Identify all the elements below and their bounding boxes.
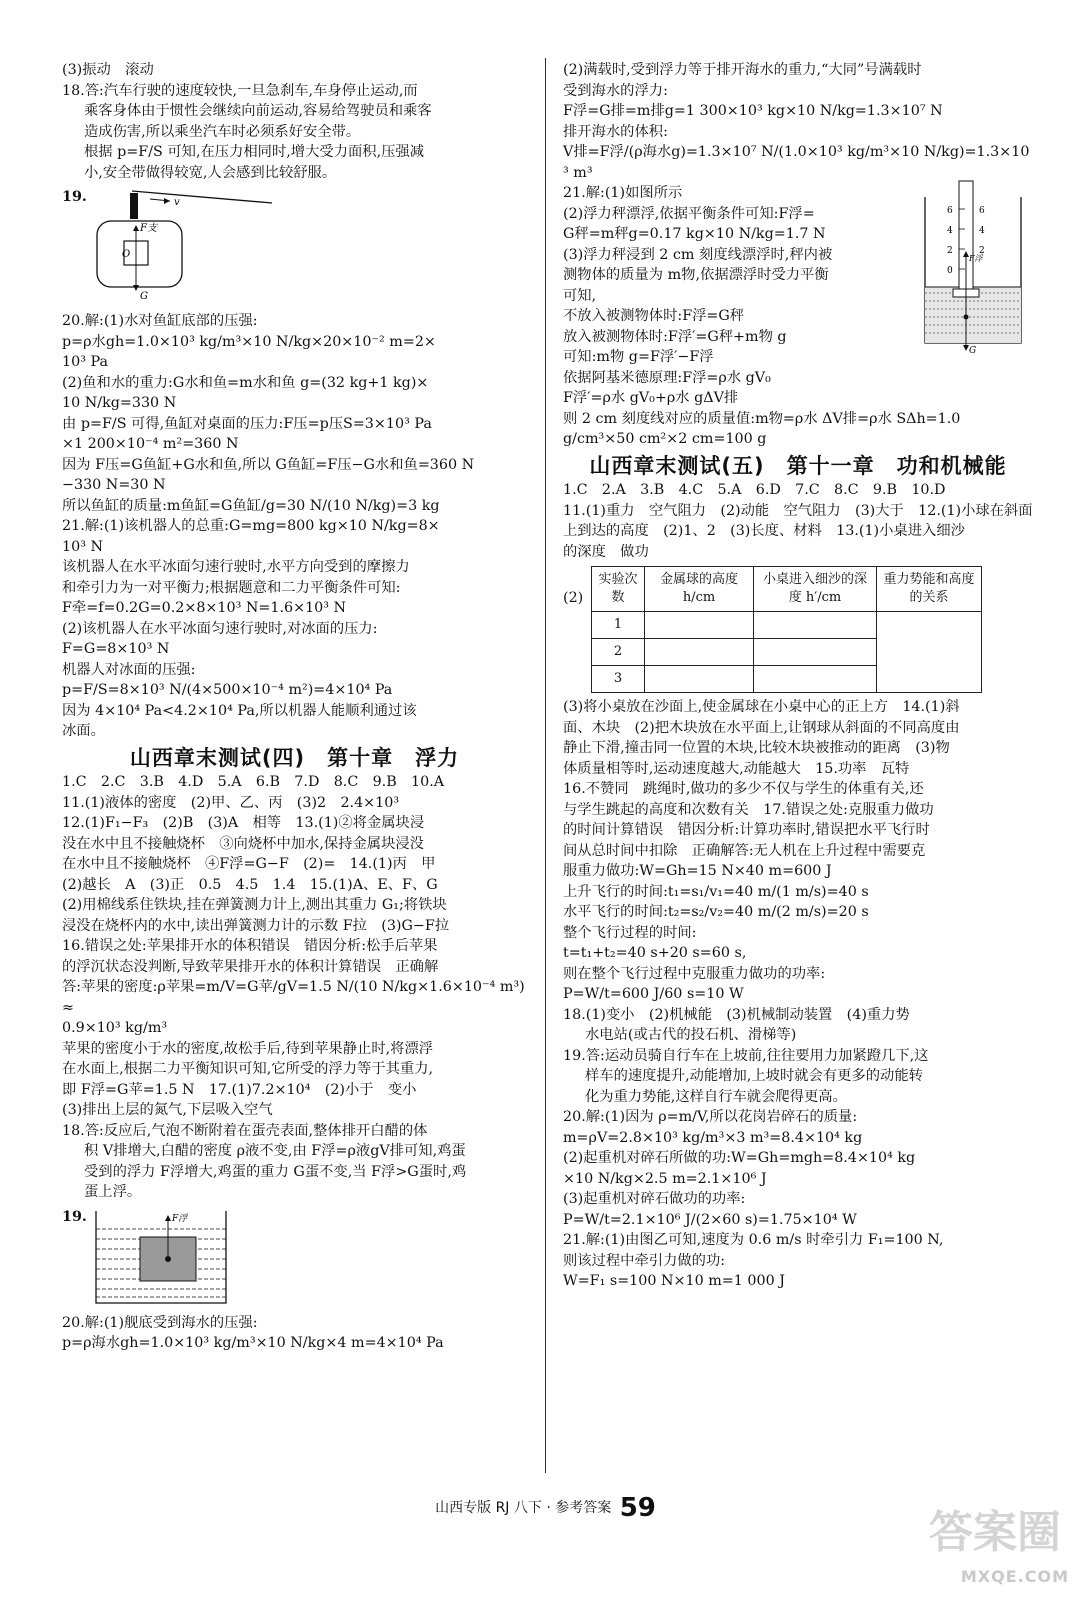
text-line: 21.解:(1)由图乙可知,速度为 0.6 m/s 时牵引力 F₁=100 N,: [563, 1232, 944, 1248]
text-line: 则在整个飞行过程中克服重力做功的功率:: [563, 965, 826, 982]
table-cell: 3: [592, 666, 645, 693]
text-line: 19.答:运动员骑自行车在上坡前,往往要用力加紧蹬几下,这: [563, 1047, 929, 1064]
figure-19-car: [62, 187, 527, 305]
text-line: 因为 F压=G鱼缸+G水和鱼,所以 G鱼缸=F压−G水和鱼=360 N: [62, 456, 475, 473]
text-line: 因为 4×10⁴ Pa<4.2×10⁴ Pa,所以机器人能顺利通过该: [62, 702, 417, 719]
right-column: [563, 60, 1033, 1292]
figure-label: 19.: [62, 1208, 87, 1225]
section-heading-chapter-10: 山西章末测试(四) 第十章 浮力: [129, 745, 460, 770]
text-line: 乘客身体由于惯性会继续向前运动,容易给驾驶员和乘客: [84, 103, 432, 119]
text-line: 上到达的高度 (2)1、2 (3)长度、材料 13.(1)小桌进入细沙: [563, 523, 965, 539]
table-header: 实验次数: [592, 567, 645, 612]
table-cell: [645, 612, 754, 639]
text-line: 在水面上,根据二力平衡知识可知,它所受的浮力等于其重力,: [62, 1061, 434, 1077]
text-line: 积 V排增大,白醋的密度 ρ液不变,由 F浮=ρ液gV排可知,鸡蛋: [84, 1143, 466, 1159]
text-line: (3)排出上层的氮气,下层吸入空气: [62, 1102, 273, 1118]
text-line: 18.答:汽车行驶的速度较快,一旦急刹车,车身停止运动,而: [62, 82, 418, 99]
page-number: 59: [619, 1493, 656, 1523]
text-line: 可知:m物 g=F浮′−F浮: [563, 349, 714, 365]
text-line: 11.(1)液体的密度 (2)甲、乙、丙 (3)2 2.4×10³: [62, 794, 400, 811]
table-cell: [877, 612, 982, 693]
text-line: (3)将小桌放在沙面上,使金属球在小桌中心的正上方 14.(1)斜: [563, 699, 960, 715]
left-block-3: [62, 772, 527, 1203]
text-line: 冰面。: [62, 723, 105, 739]
figure-label: 19.: [62, 189, 87, 205]
text-line: 的时间计算错误 错因分析:计算功率时,错误把水平飞行时: [563, 822, 930, 838]
text-line: 与学生跳起的高度和次数有关 17.错误之处:克服重力做功: [563, 801, 934, 818]
text-line: −330 N=30 N: [62, 477, 166, 493]
text-line: 静止下滑,撞击同一位置的木块,比较木块被推动的距离 (3)物: [563, 740, 950, 756]
text-line: p=F/S=8×10³ N/(4×500×10⁻⁴ m²)=4×10⁴ Pa: [62, 682, 393, 698]
text-line: 水平飞行的时间:t₂=s₂/v₂=40 m/(2 m/s)=20 s: [563, 904, 869, 920]
svg-text:2: 2: [979, 246, 985, 256]
text-line: 21.解:(1)如图所示: [563, 185, 683, 201]
right-block-3: [563, 697, 1033, 1292]
table-cell: 2: [592, 639, 645, 666]
text-line: (2)起重机对碎石所做的功:W=Gh=mgh=8.4×10⁴ kg: [563, 1150, 916, 1166]
svg-text:6: 6: [979, 206, 985, 216]
text-line: 排开海水的体积:: [563, 123, 668, 140]
table-cell: 1: [592, 612, 645, 639]
text-line: (2)满载时,受到浮力等于排开海水的重力,“大同”号满载时: [563, 62, 922, 78]
table-header: 小桌进入细沙的深度 h′/cm: [754, 567, 877, 612]
text-line: 依据阿基米德原理:F浮=ρ水 gV₀: [563, 369, 771, 386]
text-line: 1.C 2.A 3.B 4.C 5.A 6.D 7.C 8.C 9.B 10.D: [563, 482, 946, 498]
velocity-label: v: [174, 197, 180, 208]
text-line: m=ρV=2.8×10³ kg/m³×3 m³=8.4×10⁴ kg: [563, 1129, 863, 1146]
figure-19-beaker: [62, 1207, 527, 1307]
text-line: 答:苹果的密度:ρ苹果=m/V=G苹/gV=1.5 N/(10 N/kg×1.6×10⁻⁴ m³)≈: [62, 979, 525, 1016]
table-row: [592, 612, 982, 639]
svg-text:F支: F支: [140, 223, 157, 234]
table-header: 金属球的高度 h/cm: [645, 567, 754, 612]
text-line: (2)浮力秤漂浮,依据平衡条件可知:F浮=: [563, 205, 815, 222]
table-header: 重力势能和高度的关系: [877, 567, 982, 612]
svg-text:4: 4: [947, 226, 953, 236]
svg-text:F浮: F浮: [172, 1213, 188, 1224]
text-line: 不放入被测物体时:F浮=G秤: [563, 308, 745, 324]
svg-text:2: 2: [947, 246, 953, 256]
text-line: 蛋上浮。: [84, 1184, 142, 1200]
left-block-4: [62, 1313, 527, 1354]
text-line: 水电站(或古代的投石机、滑梯等): [585, 1027, 797, 1043]
text-line: 则该过程中牵引力做的功:: [563, 1252, 726, 1269]
text-line: 受到海水的浮力:: [563, 82, 668, 99]
buoyancy-scale-diagram: [917, 177, 1029, 355]
text-line: 受到的浮力 F浮增大,鸡蛋的重力 G蛋不变,当 F浮>G蛋时,鸡: [84, 1163, 467, 1180]
text-line: (2)越长 A (3)正 0.5 4.5 1.4 15.(1)A、E、F、G: [62, 876, 438, 893]
text-line: F浮′=ρ水 gV₀+ρ水 gΔV排: [563, 390, 739, 406]
svg-text:4: 4: [979, 226, 985, 236]
text-line: 20.解:(1)因为 ρ=m/V,所以花岗岩碎石的质量:: [563, 1109, 858, 1125]
text-line: 0.9×10³ kg/m³: [62, 1020, 168, 1036]
text-line: P=W/t=2.1×10⁶ J/(2×60 s)=1.75×10⁴ W: [563, 1211, 857, 1228]
text-line: V排=F浮/(ρ海水g)=1.3×10⁷ N/(1.0×10³ kg/m³×10 N/kg)=1.3×10³ m³: [563, 144, 1030, 181]
experiment-table: [591, 566, 982, 693]
car-force-diagram: [62, 187, 302, 305]
text-line: 根据 p=F/S 可知,在压力相同时,增大受力面积,压强减: [84, 144, 425, 160]
right-block-1: [563, 60, 1033, 183]
text-line: 所以鱼缸的质量:m鱼缸=G鱼缸/g=30 N/(10 N/kg)=3 kg: [62, 497, 440, 514]
text-line: 11.(1)重力 空气阻力 (2)动能 空气阻力 (3)大于 12.(1)小球在斜面: [563, 502, 1033, 519]
text-line: 机器人对冰面的压强:: [62, 661, 196, 678]
text-line: 小,安全带做得较宽,人会感到比较舒服。: [84, 164, 337, 181]
text-line: 20.解:(1)水对鱼缸底部的压强:: [62, 313, 258, 329]
text-line: G秤=m秤g=0.17 kg×10 N/kg=1.7 N: [563, 226, 826, 242]
text-line: p=ρ海水gh=1.0×10³ kg/m³×10 N/kg×4 m=4×10⁴ Pa: [62, 1335, 444, 1351]
text-line: 21.解:(1)该机器人的总重:G=mg=800 kg×10 N/kg=8×: [62, 518, 440, 534]
footer-text: 山西专版 RJ 八下 · 参考答案: [435, 1500, 612, 1516]
text-line: 10³ N: [62, 538, 103, 555]
text-line: 的浮沉状态没判断,导致苹果排开水的体积计算错误 正确解: [62, 958, 439, 975]
text-line: 1.C 2.C 3.B 4.D 5.A 6.B 7.D 8.C 9.B 10.A: [62, 774, 445, 790]
table-cell: [754, 639, 877, 666]
text-line: 苹果的密度小于水的密度,故松手后,待到苹果静止时,将漂浮: [62, 1040, 434, 1057]
text-line: 没在水中且不接触烧杯 ③向烧杯中加水,保持金属块浸没: [62, 835, 424, 852]
watermark-url: MXQE.COM: [960, 1567, 1069, 1586]
text-line: 体质量相等时,运动速度越大,动能越大 15.功率 瓦特: [563, 760, 910, 777]
column-divider: [545, 58, 546, 1473]
left-block-2: [62, 311, 527, 742]
buoyancy-diagram: [62, 1207, 302, 1307]
table-cell: [645, 666, 754, 693]
text-line: 和牵引力为一对平衡力;根据题意和二力平衡条件可知:: [62, 579, 401, 596]
text-line: (3)起重机对碎石做功的功率:: [563, 1191, 746, 1207]
text-line: 服重力做功:W=Gh=15 N×40 m=600 J: [563, 863, 832, 879]
table-cell: [754, 666, 877, 693]
svg-text:G: G: [969, 346, 977, 355]
figure-21-scale: [917, 177, 1029, 362]
watermark-logo: 答案圈: [929, 1507, 1061, 1558]
text-line: 面、木块 (2)把木块放在水平面上,让钢球从斜面的不同高度由: [563, 719, 960, 736]
text-line: t=t₁+t₂=40 s+20 s=60 s,: [563, 945, 747, 961]
text-line: 在水中且不接触烧杯 ④F浮=G−F (2)= 14.(1)丙 甲: [62, 856, 436, 872]
text-line: 即 F浮=G苹=1.5 N 17.(1)7.2×10⁴ (2)小于 变小: [62, 1081, 417, 1098]
text-line: 16.错误之处:苹果排开水的体积错误 错因分析:松手后苹果: [62, 938, 438, 954]
text-line: F=G=8×10³ N: [62, 641, 170, 657]
svg-text:0: 0: [947, 266, 953, 276]
text-line: ×10 N/kg×2.5 m=2.1×10⁶ J: [563, 1170, 767, 1187]
svg-text:F浮: F浮: [969, 254, 983, 263]
experiment-table-block: [563, 566, 1033, 693]
text-line: 造成伤害,所以乘坐汽车时必须系好安全带。: [84, 123, 361, 140]
text-line: 由 p=F/S 可得,鱼缸对桌面的压力:F压=p压S=3×10³ Pa: [62, 415, 432, 432]
text-line: 10 N/kg=330 N: [62, 395, 177, 411]
text-line: 20.解:(1)舰底受到海水的压强:: [62, 1314, 258, 1331]
right-block-2: [563, 480, 1033, 562]
question-21-block: [563, 183, 1033, 450]
left-column: [62, 60, 527, 1354]
text-line: 样车的速度提升,动能增加,上坡时就会有更多的动能转: [585, 1068, 923, 1084]
text-line: ×1 200×10⁻⁴ m²=360 N: [62, 436, 239, 452]
text-line: 18.答:反应后,气泡不断附着在蛋壳表面,整体排开白醋的体: [62, 1122, 428, 1139]
text-line: 18.(1)变小 (2)机械能 (3)机械制动装置 (4)重力势: [563, 1006, 910, 1023]
table-cell: [645, 639, 754, 666]
left-block-1: [62, 60, 527, 183]
text-line: W=F₁ s=100 N×10 m=1 000 J: [563, 1273, 785, 1289]
table-cell: [754, 612, 877, 639]
text-line: F牵=f=0.2G=0.2×8×10³ N=1.6×10³ N: [62, 600, 347, 616]
text-line: 则 2 cm 刻度线对应的质量值:m物=ρ水 ΔV排=ρ水 SΔh=1.0: [563, 410, 961, 427]
text-line: F浮=G排=m排g=1 300×10³ kg×10 N/kg=1.3×10⁷ N: [563, 103, 943, 119]
text-line: 整个飞行过程的时间:: [563, 924, 697, 941]
svg-text:O: O: [122, 249, 131, 260]
text-line: 上升飞行的时间:t₁=s₁/v₁=40 m/(1 m/s)=40 s: [563, 883, 869, 900]
text-line: p=ρ水gh=1.0×10³ kg/m³×10 N/kg×20×10⁻² m=2×: [62, 333, 436, 350]
page-footer: [0, 1493, 1091, 1523]
svg-text:G: G: [140, 291, 148, 302]
text-line: 化为重力势能,这样自行车就会爬得更高。: [585, 1088, 847, 1105]
text-line: 16.不赞同 跳绳时,做功的多少不仅与学生的体重有关,还: [563, 781, 924, 797]
text-line: 间从总时间中扣除 正确解答:无人机在上升过程中需要克: [563, 842, 926, 859]
section-heading-chapter-11: 山西章末测试(五) 第十一章 功和机械能: [589, 453, 1007, 478]
text-line: (2)鱼和水的重力:G水和鱼=m水和鱼 g=(32 kg+1 kg)×: [62, 374, 429, 391]
text-line: 可知,: [563, 287, 597, 304]
text-line: 放入被测物体时:F浮′=G秤+m物 g: [563, 328, 787, 345]
svg-text:6: 6: [947, 206, 953, 216]
text-line: (2)用棉线系住铁块,挂在弹簧测力计上,测出其重力 G₁;将铁块: [62, 897, 447, 913]
text-line: 10³ Pa: [62, 354, 108, 370]
text-line: 的深度 做功: [563, 543, 649, 560]
text-line: 12.(1)F₁−F₃ (2)B (3)A 相等 13.(1)②将金属块浸: [62, 815, 425, 831]
text-line: 该机器人在水平冰面匀速行驶时,水平方向受到的摩擦力: [62, 559, 410, 575]
text-line: g/cm³×50 cm²×2 cm=100 g: [563, 431, 767, 447]
text-line: (3)振动 滚动: [62, 62, 154, 78]
text-line: (2)该机器人在水平冰面匀速行驶时,对冰面的压力:: [62, 620, 378, 637]
text-line: P=W/t=600 J/60 s=10 W: [563, 986, 744, 1002]
text-line: (3)浮力秤浸到 2 cm 刻度线漂浮时,秤内被: [563, 246, 833, 263]
text-line: 测物体的质量为 m物,依据漂浮时受力平衡: [563, 267, 829, 283]
table-label: (2): [563, 590, 584, 606]
text-line: 浸没在烧杯内的水中,读出弹簧测力计的示数 F拉 (3)G−F拉: [62, 917, 450, 934]
